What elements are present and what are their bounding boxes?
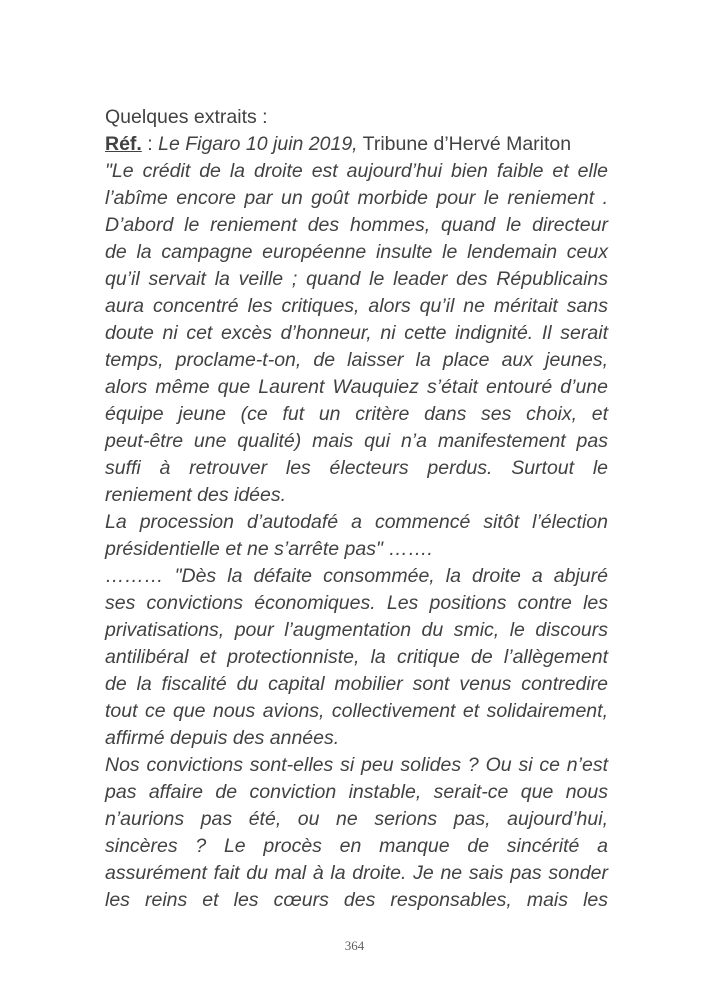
text-line: alors même que Laurent Wauquiez s’était entouré d’une — [105, 376, 608, 398]
text-line: tout ce que nous avions, collectivement et solidairement, — [105, 700, 608, 722]
reference-label: Réf. — [105, 133, 142, 155]
text-line: reniement des idées. — [105, 484, 287, 506]
text-line: sincères ? Le procès en manque de sincérité a — [105, 835, 608, 857]
text-line: Nos convictions sont-elles si peu solides ? Ou si ce n’est — [105, 754, 608, 776]
text-line: temps, proclame-t-on, de laisser la place aux jeunes, — [105, 349, 608, 371]
text-line: l’abîme encore par un goût morbide pour le reniement . — [105, 187, 608, 209]
text-line: ……… "Dès la défaite consommée, la droite a abjuré — [105, 565, 608, 587]
text-line: privatisations, pour l’augmentation du smic, le discours — [105, 619, 608, 641]
text-line: antilibéral et protectionniste, la critique de l’allègement — [105, 646, 608, 668]
text-line: assurément fait du mal à la droite. Je ne sais pas sonder — [105, 862, 608, 884]
text-line: affirmé depuis des années. — [105, 727, 340, 749]
text-line: doute ni cet excès d’honneur, ni cette indignité. Il serait — [105, 322, 608, 344]
reference-line — [105, 131, 608, 158]
text-line: présidentielle et ne s’arrête pas" ……. — [105, 538, 433, 560]
text-line: pas affaire de conviction instable, serait-ce que nous — [105, 781, 608, 803]
body-lines — [105, 158, 608, 914]
text-line: aura concentré les critiques, alors qu’il ne méritait sans — [105, 295, 608, 317]
page-text-content — [105, 104, 608, 914]
text-line: peut-être une qualité) mais qui n’a manifestement pas — [105, 430, 608, 452]
reference-author: Tribune d’Hervé Mariton — [357, 133, 572, 155]
reference-separator: : — [141, 133, 159, 155]
text-line: La procession d’autodafé a commencé sitôt l’élection — [105, 511, 608, 533]
text-line: ses convictions économiques. Les positions contre les — [105, 592, 608, 614]
text-line: suffi à retrouver les électeurs perdus. Surtout le — [105, 457, 608, 479]
text-line: qu’il servait la veille ; quand le leader des Républicains — [105, 268, 608, 290]
text-line: les reins et les cœurs des responsables, mais les — [105, 889, 608, 911]
text-line: de la fiscalité du capital mobilier sont venus contredire — [105, 673, 608, 695]
page-number: 364 — [344, 938, 365, 953]
text-line: D’abord le reniement des hommes, quand le directeur — [105, 214, 608, 236]
intro-line: Quelques extraits : — [105, 106, 268, 128]
text-line: équipe jeune (ce fut un critère dans ses choix, et — [105, 403, 608, 425]
reference-source-title: Le Figaro 10 juin 2019, — [158, 133, 358, 155]
text-line: de la campagne européenne insulte le lendemain ceux — [105, 241, 608, 263]
text-line: "Le crédit de la droite est aujourd’hui bien faible et elle — [105, 160, 608, 182]
text-line: n’aurions pas été, ou ne serions pas, aujourd’hui, — [105, 808, 608, 830]
